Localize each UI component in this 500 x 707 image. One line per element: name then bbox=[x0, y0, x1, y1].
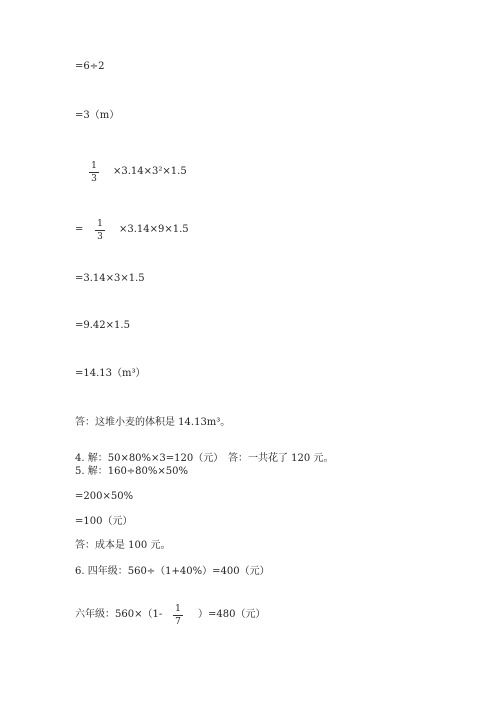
equation-line: =14.13（m³） bbox=[75, 368, 146, 379]
fraction bbox=[89, 161, 99, 184]
solution-line: 6. 四年级：560÷（1+40%）=400（元） bbox=[75, 566, 270, 577]
fraction-denominator: 3 bbox=[97, 232, 103, 242]
answer-line: 答：这堆小麦的体积是 14.13m³。 bbox=[75, 417, 231, 428]
answer-line: 答：一共花了 120 元。 bbox=[228, 453, 334, 464]
fraction-denominator: 3 bbox=[91, 174, 97, 184]
equation-line: =6÷2 bbox=[75, 61, 105, 72]
equation-line: =9.42×1.5 bbox=[75, 320, 130, 331]
fraction bbox=[95, 219, 105, 242]
fraction bbox=[173, 604, 183, 627]
equation-line: =3（m） bbox=[75, 110, 120, 121]
fraction-numerator: 1 bbox=[97, 219, 103, 229]
fraction-bar bbox=[173, 615, 183, 616]
solution-line: 5. 解：160÷80%×50% bbox=[75, 466, 189, 477]
fraction-numerator: 1 bbox=[175, 604, 181, 614]
equation-line: ×3.14×3²×1.5 bbox=[113, 166, 187, 177]
fraction-bar bbox=[95, 230, 105, 231]
solution-line: 4. 解：50×80%×3=120（元） bbox=[75, 453, 224, 464]
fraction-denominator: 7 bbox=[175, 617, 181, 627]
answer-line: 答：成本是 100 元。 bbox=[75, 540, 171, 551]
equation-line: ×3.14×9×1.5 bbox=[119, 224, 189, 235]
equals-sign: = bbox=[75, 224, 84, 235]
equation-line: =3.14×3×1.5 bbox=[75, 273, 145, 284]
solution-line: 六年级：560×（1- bbox=[75, 609, 163, 620]
equation-line: ）=480（元） bbox=[198, 609, 266, 620]
fraction-bar bbox=[89, 172, 99, 173]
equation-line: =200×50% bbox=[75, 491, 134, 502]
equation-line: =100（元） bbox=[75, 516, 133, 527]
fraction-numerator: 1 bbox=[91, 161, 97, 171]
